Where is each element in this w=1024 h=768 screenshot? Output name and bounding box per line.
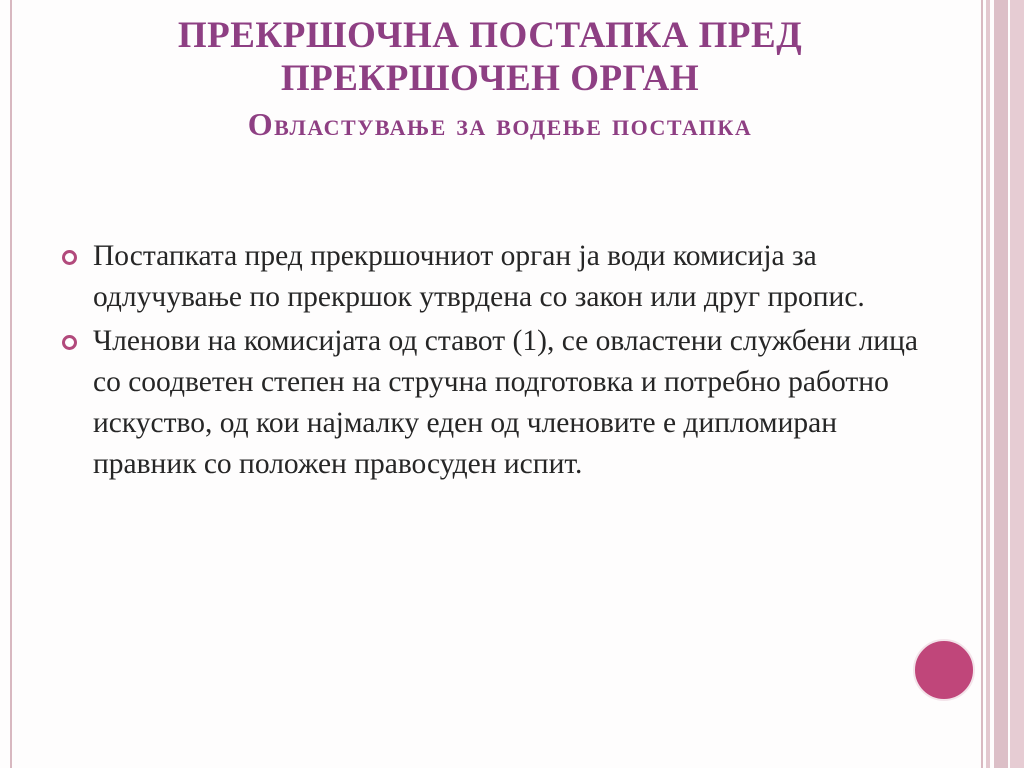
slide-subtitle: Овластување за водење постапка [247,106,753,142]
circle-bullet-icon [62,335,77,350]
right-stripe [1010,0,1024,768]
title-line: ПРЕКРШОЧНА ПОСТАПКА ПРЕД [177,15,803,56]
bullet-list [62,236,922,488]
circle-bullet-icon [62,250,77,265]
right-stripe [994,0,1008,768]
bullet-item [62,236,922,318]
bullet-text: Членови на комисијата од ставот (1), се овластени службени лица со соодветен степен на стручна подготовка и потребно работно искуство, од кои најмалку еден од членовите е дипломиран правник со положен правосуден испит. [93,325,918,480]
right-stripe [986,0,990,768]
left-border-line [10,0,12,768]
slide-title [50,14,930,142]
bullet-item [62,321,922,485]
decorative-circle [913,639,975,701]
bullet-text: Постапката пред прекршочниот орган ја води комисија за одлучување по прекршок утврдена со закон или друг пропис. [93,240,865,313]
title-line: ПРЕКРШОЧЕН ОРГАН [280,58,700,99]
right-stripe [981,0,983,768]
